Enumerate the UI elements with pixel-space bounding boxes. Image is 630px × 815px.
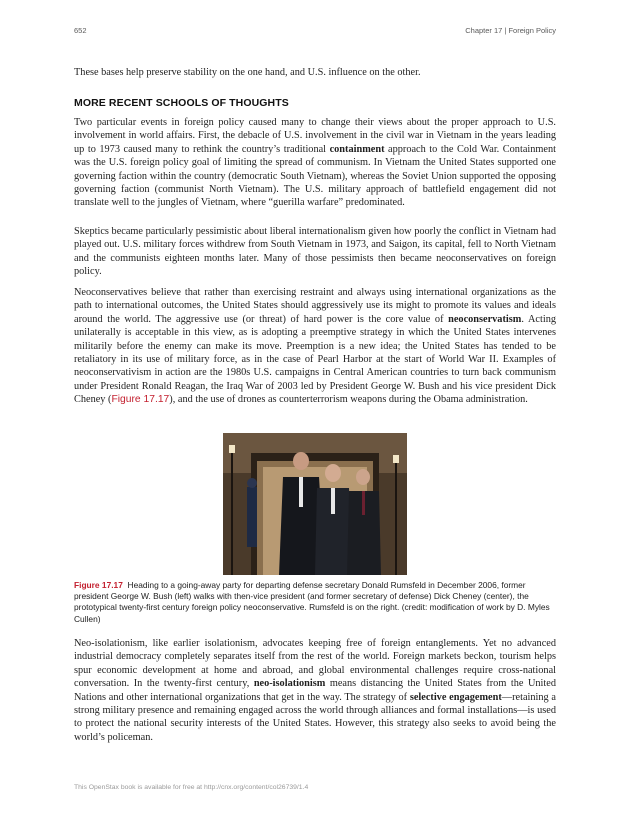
photo-illustration: [223, 433, 407, 575]
intro-line: [74, 66, 556, 79]
p4-text-c: —retaining a strong military presence and remaining engaged across the world through alliances and formal installations—is used to protect the national security interests of the United States. However, this strategy also seeks to avoid being the world’s policeman.: [74, 691, 556, 743]
term-neoconservatism: neoconservatism: [448, 313, 522, 325]
p2-text: Skeptics became particularly pessimistic about liberal internationalism given how poorly the conflict in Vietnam had played out. U.S. military forces withdrew from South Vietnam in 1973, and Saigon, its capital, fell to North Vietnam and the communists eighteen months later. Many of those pessimists then became neoconservatives on foreign policy.: [74, 226, 556, 278]
term-selective-engagement: selective engagement: [409, 691, 502, 703]
section-heading: MORE RECENT SCHOOLS OF THOUGHTS: [74, 97, 289, 109]
p3-text-b: . Acting unilaterally is acceptable in this view, as is adopting a preemptive strategy in which the United States intervenes militarily before the enemy can make its move. Preemption is a new idea; the United States has tended to be retaliatory in its use of military force, as in the case of Pearl Harbor at the start of World War II. Examples of neoconservativism in action are the 1980s U.S. campaigns in Central American countries to turn back communism under President Ronald Reagan, the Iraq War of 2003 led by President George W. Bush and his vice president Dick Cheney (: [74, 313, 556, 406]
term-neo-isolationism: neo-isolationism: [253, 678, 326, 690]
figure-link[interactable]: Figure 17.17: [111, 394, 170, 406]
figure-caption: [74, 580, 556, 625]
p4-text-a: Neo-isolationism, like earlier isolationism, advocates keeping free of foreign entanglements. Yet no advanced industrial democracy completely separates itself from the rest of the world. Foreign markets beckon, tourism helps spur economic development at home and abroad, and global environmental challenges require cross-national conversation. In the twenty-first century,: [74, 638, 556, 690]
chapter-header: Chapter 17 | Foreign Policy: [465, 26, 556, 35]
p4-text-b: means distancing the United States from the United Nations and other international organizations that get in the way. The strategy of: [74, 678, 556, 703]
figure-label: Figure 17.17: [74, 580, 123, 590]
figure-photo: [223, 433, 407, 575]
p3-text-c: ), and the use of drones as counterterrorism weapons during the Obama administration.: [169, 394, 528, 406]
footer-note: This OpenStax book is available for free at http://cnx.org/content/col26739/1.4: [74, 784, 309, 791]
paragraph-containment: [74, 116, 556, 210]
figure-caption-text: Heading to a going-away party for departing defense secretary Donald Rumsfeld in December 2006, former president George W. Bush (left) walks with then-vice president (and former secretary of defense) Dick Cheney (center), the prototypical twenty-first century foreign policy neoconservative. Rumsfeld is on the right. (credit: modification of work by D. Myles Cullen): [74, 580, 550, 624]
paragraph-neo-isolationism: [74, 637, 556, 744]
p3-text-a: Neoconservatives believe that rather than exercising restraint and always using international organizations as the path to international outcomes, the United States should aggressively use its might to promote its values and ideals around the world. The aggressive use (or threat) of hard power is the core value of: [74, 287, 556, 325]
page-number: 652: [74, 26, 87, 35]
paragraph-skeptics: [74, 225, 556, 279]
term-containment: containment: [329, 143, 385, 155]
p1-text-a: Two particular events in foreign policy caused many to change their views about the proper approach to U.S. involvement in world affairs. First, the debacle of U.S. involvement in the civil war in Vietnam in the years leading up to 1973 caused many to rethink the country’s traditional: [74, 117, 556, 155]
p1-text-b: approach to the Cold War. Containment was the U.S. foreign policy goal of limiting the spread of communism. In Vietnam the United States supported one governing faction within the country (democratic South Vietnam), whereas the Soviet Union supported the opposing governing faction (communist North Vietnam). The U.S. military approach of battlefield engagement did not translate well to the jungles of Vietnam, where “guerilla warfare” predominated.: [74, 143, 556, 209]
paragraph-neoconservatives: [74, 286, 556, 407]
intro-text: These bases help preserve stability on the one hand, and U.S. influence on the other.: [74, 67, 421, 78]
